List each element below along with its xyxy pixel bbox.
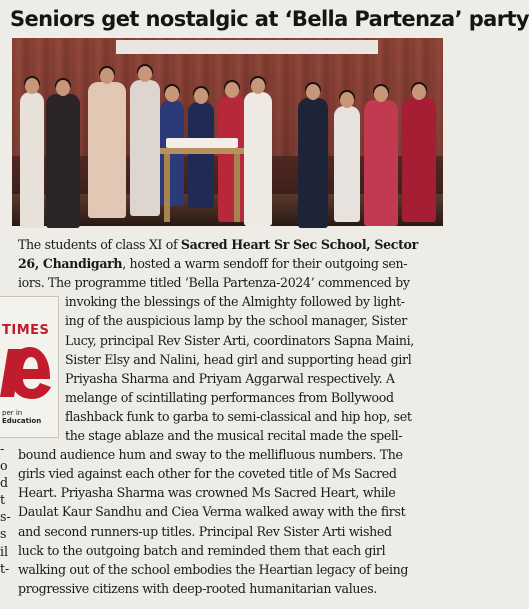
article-text: flashback funk to garba to semi-classical and hip hop, set [65,408,412,424]
person-head [194,88,208,104]
cake [166,138,238,148]
fragment-char: - [0,441,5,456]
article-line [65,332,414,349]
article-text: progressive citizens with deep-rooted humanitarian values. [18,580,378,596]
article-line [65,427,402,444]
fragment-char: il [0,543,9,559]
article-text: Sister Elsy and Nalini, head girl and supporting head girl [65,351,412,367]
table-leg [164,154,170,222]
person-body [88,82,126,218]
article-body [18,236,452,606]
article-text: girls vied against each other for the coveted title of Ms Sacred [18,466,397,482]
person-silhouette [88,68,126,218]
article-text: the stage ablaze and the musical recital made the spell- [65,428,403,443]
logo-subtitle-line: Education [2,417,42,425]
article-line [65,370,395,387]
fragment-char: o [0,458,8,474]
article-text: walking out of the school embodies the Heartian legacy of being [18,561,409,577]
article-emphasis: Sacred Heart Sr Sec School, Sector [180,237,418,252]
person-body [244,92,272,226]
person-body [298,98,328,228]
article-text: bound audience hum and sway to the mellifluous numbers. The [18,447,403,463]
fragment-char: t- [0,560,10,576]
article-text: The students of class XI of [18,237,181,252]
table-leg [234,154,240,222]
article-line [18,503,405,520]
logo-wordmark: TIMES [2,323,50,338]
adjacent-column-fragment [0,440,14,577]
person-head [100,68,114,84]
article-line [18,542,385,559]
person-silhouette [244,78,272,226]
fragment-char: s- [0,509,11,525]
person-head [251,78,265,94]
article-line [18,561,408,578]
logo-subtitle-line: per in [2,409,23,417]
person-head [225,82,239,98]
article-line [65,389,394,406]
person-head [25,78,39,94]
fragment-char: t [0,492,6,508]
person-body [334,106,360,222]
article-text: invoking the blessings of the Almighty followed by light- [65,294,405,310]
article-line [18,484,395,501]
person-head [412,84,426,100]
article-line [65,293,405,310]
article-text: luck to the outgoing batch and reminded them that each girl [18,542,386,558]
article-text: melange of scintillating performances from Bollywood [65,389,394,405]
stage-banner [116,40,378,54]
person-head [340,92,354,108]
person-head [138,66,152,82]
event-photo [12,38,443,226]
e-logo-icon [4,341,56,401]
person-silhouette [364,86,398,226]
article-text: , hosted a warm sendoff for their outgoing sen- [122,256,408,272]
person-silhouette [130,66,160,216]
person-silhouette [334,92,360,222]
article-line [18,465,397,482]
article-line [65,408,412,425]
article-line [18,523,392,540]
article-text: Lucy, principal Rev Sister Arti, coordinators Sapna Maini, [65,332,414,348]
article-text: Heart. Priyasha Sharma was crowned Ms Sacred Heart, while [18,485,396,501]
fragment-char: s [0,526,7,542]
article-text: Daulat Kaur Sandhu and Ciea Verma walked away with the first [18,504,406,520]
article-line [18,274,410,291]
article-line [18,255,407,272]
person-silhouette [46,80,80,228]
article-text: Priyasha Sharma and Priyam Aggarwal respectively. A [65,370,395,386]
article-text: and second runners-up titles. Principal Rev Sister Arti wished [18,523,392,539]
article-line [65,312,407,329]
article-text: iors. The programme titled ‘Bella Partenza-2024’ commenced by [18,275,410,291]
times-logo [0,296,59,438]
table-top [160,148,244,154]
article-text: ing of the auspicious lamp by the school manager, Sister [65,313,407,329]
article-line [65,351,411,368]
person-head [374,86,388,102]
person-silhouette [298,84,328,228]
article-line [18,236,418,253]
person-body [20,92,44,228]
person-head [306,84,320,100]
person-silhouette [20,78,44,228]
person-head [56,80,70,96]
person-body [46,94,80,228]
fragment-char: d [0,475,9,491]
cake-table [160,138,244,222]
person-head [165,86,179,102]
headline: Seniors get nostalgic at ‘Bella Partenza’ party [10,7,529,31]
article-emphasis: 26, Chandigarh [18,256,123,272]
person-silhouette [402,84,436,222]
article-line [18,446,403,463]
person-body [402,98,436,222]
article-line [18,580,377,597]
person-body [130,80,160,216]
logo-subtitle [2,409,58,425]
person-body [364,100,398,226]
